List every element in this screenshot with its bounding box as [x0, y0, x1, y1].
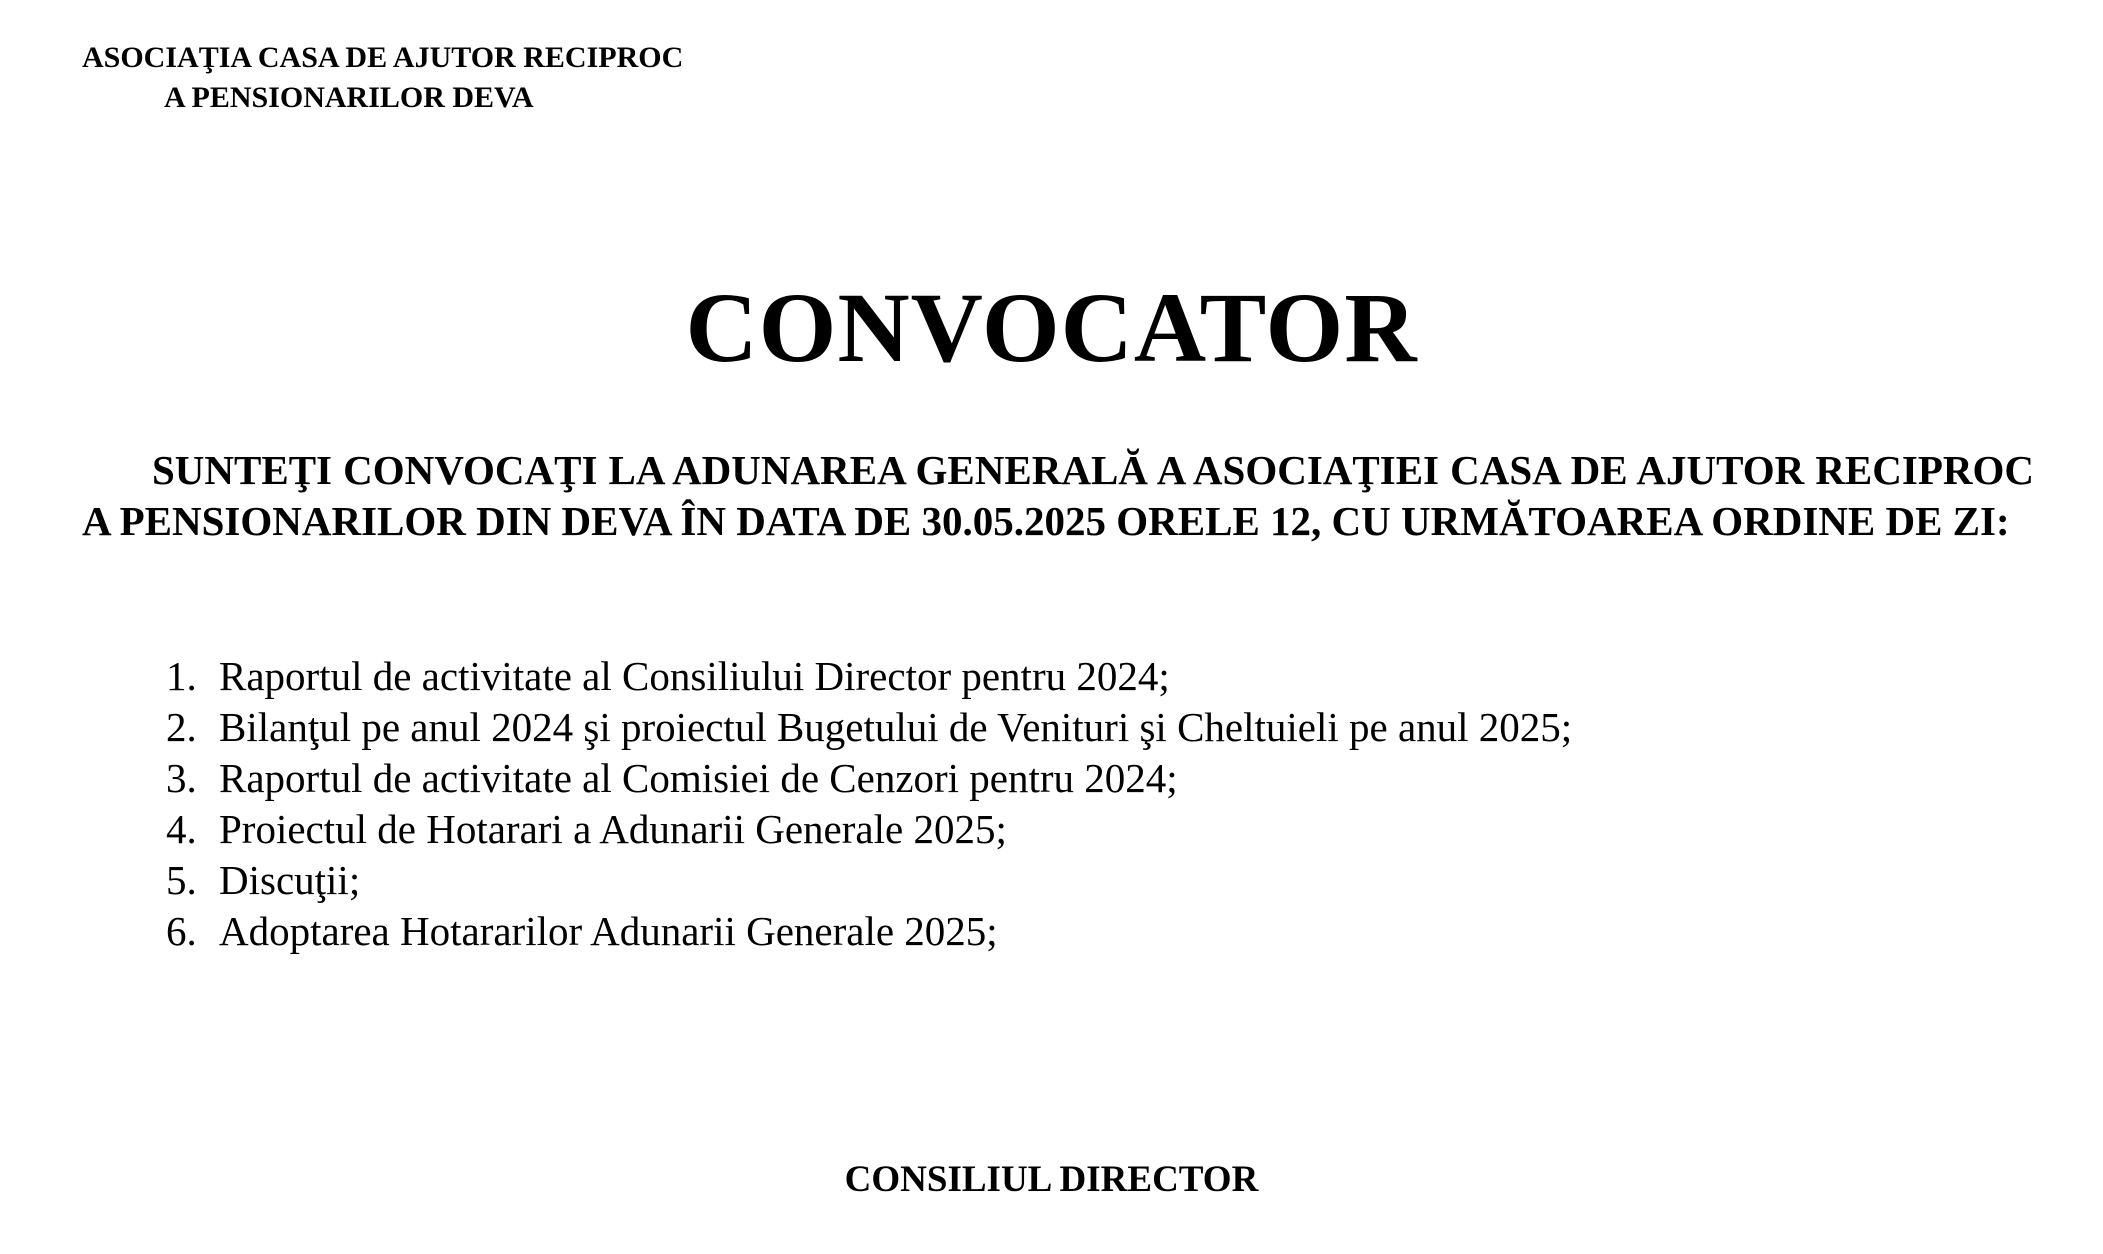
agenda-item-number: 4. — [166, 806, 197, 852]
agenda-item-text: Raportul de activitate al Consiliului Director pentru 2024; — [219, 653, 1170, 699]
agenda-item-number: 6. — [166, 908, 197, 954]
agenda-item — [166, 804, 1572, 855]
agenda-item-text: Adoptarea Hotararilor Adunarii Generale 2025; — [219, 908, 998, 954]
agenda-item — [166, 906, 1572, 957]
agenda-item — [166, 753, 1572, 804]
agenda-item-text: Bilanţul pe anul 2024 şi proiectul Bugetului de Venituri şi Cheltuieli pe anul 2025; — [219, 704, 1573, 750]
agenda-item — [166, 651, 1572, 702]
agenda-list — [166, 651, 1572, 957]
organization-name-line2: A PENSIONARILOR DEVA — [164, 81, 534, 114]
agenda-item-text: Raportul de activitate al Comisiei de Cenzori pentru 2024; — [219, 755, 1178, 801]
agenda-item-text: Proiectul de Hotarari a Adunarii Generale 2025; — [219, 806, 1007, 852]
organization-name-line1: ASOCIAŢIA CASA DE AJUTOR RECIPROC — [82, 41, 684, 74]
agenda-item-number: 1. — [166, 653, 197, 699]
signature-block: CONSILIUL DIRECTOR — [844, 1159, 1259, 1200]
agenda-item — [166, 702, 1572, 753]
agenda-item — [166, 855, 1572, 906]
agenda-item-number: 3. — [166, 755, 197, 801]
agenda-item-number: 5. — [166, 857, 197, 903]
convocation-paragraph: SUNTEŢI CONVOCAŢI LA ADUNAREA GENERALĂ A ASOCIAŢIEI CASA DE AJUTOR RECIPROC A PENSIONARILOR DIN DEVA ÎN DATA DE 30.05.2025 ORELE 12, CU URMĂTOAREA ORDINE DE ZI: — [82, 447, 2034, 544]
agenda-item-number: 2. — [166, 704, 197, 750]
agenda-item-text: Discuţii; — [219, 857, 361, 903]
document-title: CONVOCATOR — [685, 272, 1418, 383]
organization-header — [82, 38, 683, 118]
